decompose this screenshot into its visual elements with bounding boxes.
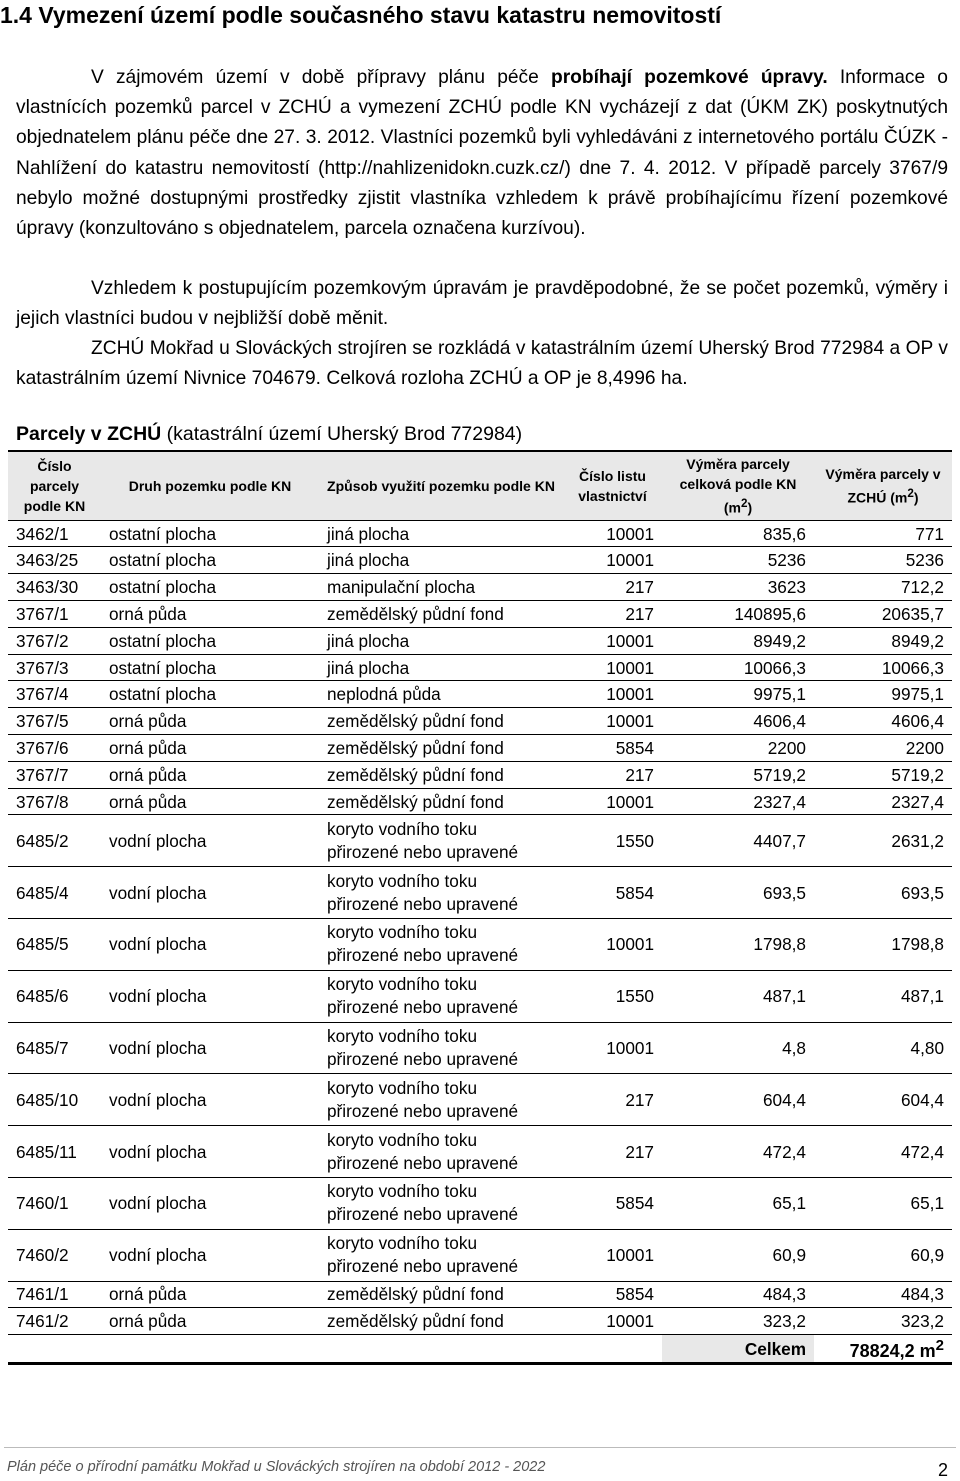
header-area-zchu-close: ) xyxy=(913,489,919,506)
cell-area-total: 2327,4 xyxy=(662,788,814,815)
section-heading: 1.4 Vymezení území podle současného stavu katastru nemovitostí xyxy=(0,2,722,28)
cell-usage xyxy=(319,547,563,574)
cell-area-zchu: 8949,2 xyxy=(814,627,952,654)
header-owner-list: Číslo listu vlastnictví xyxy=(563,451,662,520)
header-area-zchu xyxy=(814,451,952,520)
cell-owner-list: 10001 xyxy=(563,681,662,708)
cell-owner-list: 10001 xyxy=(563,547,662,574)
table-header-row xyxy=(8,451,952,520)
cell-parcel: 6485/10 xyxy=(8,1074,101,1126)
cell-parcel: 7460/2 xyxy=(8,1229,101,1281)
cell-owner-list: 217 xyxy=(563,761,662,788)
table-title-bold: Parcely v ZCHÚ xyxy=(16,423,162,445)
intro-text-rest: Informace o vlastnících pozemků parcel v ZCHÚ a vymezení ZCHÚ podle KN vycházejí z dat (ÚKM ZK) poskytnutých objednatelem plánu péče dne 27. 3. 2012. Vlastníci pozemků byli vyhledáváni z internetového portálu ČÚZK - Nahlížení do katastru nemovitostí (http://nahlizenidokn.cuzk.cz/) dne 7. 4. 2012. V případě parcely 3767/9 nebylo možné dostupnými prostředky zjistit vlastníka vzhledem k právě probíhajícímu řízení pozemkové úpravy (konzultováno s objednatelem, parcela označena kurzívou). xyxy=(16,67,948,240)
cell-owner-list: 217 xyxy=(563,1126,662,1178)
cell-parcel: 7461/1 xyxy=(8,1281,101,1308)
intro-text-start: V zájmovém území v době přípravy plánu péče xyxy=(91,67,551,88)
cell-usage xyxy=(319,735,563,762)
cell-parcel: 3463/30 xyxy=(8,574,101,601)
usage-line: přirozené nebo upravené xyxy=(327,1256,519,1277)
header-area-zchu-text: Výměra parcely v ZCHÚ (m xyxy=(825,466,941,506)
usage-line: zemědělský půdní fond xyxy=(327,711,504,732)
cell-usage xyxy=(319,654,563,681)
header-parcel: Číslo parcely podle KN xyxy=(8,451,101,520)
usage-line: koryto vodního toku xyxy=(327,818,478,839)
header-usage: Způsob využití pozemku podle KN xyxy=(319,451,563,520)
cell-usage xyxy=(319,867,563,919)
usage-line: manipulační plocha xyxy=(327,577,476,598)
cell-area-total: 472,4 xyxy=(662,1126,814,1178)
cell-usage xyxy=(319,1281,563,1308)
cell-type: vodní plocha xyxy=(101,970,319,1022)
header-area-total-close: ) xyxy=(747,499,753,516)
cell-parcel: 3767/1 xyxy=(8,601,101,628)
cell-owner-list: 5854 xyxy=(563,1281,662,1308)
changes-paragraph xyxy=(16,274,948,334)
cell-parcel: 6485/6 xyxy=(8,970,101,1022)
cell-parcel: 6485/2 xyxy=(8,815,101,867)
usage-line: jiná plocha xyxy=(327,523,410,544)
usage-line: jiná plocha xyxy=(327,550,410,571)
intro-paragraph xyxy=(16,63,948,244)
cell-area-zchu: 2327,4 xyxy=(814,788,952,815)
usage-line: přirozené nebo upravené xyxy=(327,997,519,1018)
cell-parcel: 6485/7 xyxy=(8,1022,101,1074)
cell-area-total: 323,2 xyxy=(662,1308,814,1335)
cell-usage xyxy=(319,601,563,628)
usage-line: koryto vodního toku xyxy=(327,1233,478,1254)
cell-area-total: 693,5 xyxy=(662,867,814,919)
usage-line: neplodná půda xyxy=(327,684,441,705)
table-row xyxy=(8,520,952,547)
cell-type: orná půda xyxy=(101,761,319,788)
page-number: 2 xyxy=(937,1460,948,1480)
cell-owner-list: 5854 xyxy=(563,1178,662,1230)
cell-parcel: 7461/2 xyxy=(8,1308,101,1335)
cell-usage xyxy=(319,1229,563,1281)
usage-line: přirozené nebo upravené xyxy=(327,1049,519,1069)
cell-area-total: 604,4 xyxy=(662,1074,814,1126)
cell-type: ostatní plocha xyxy=(101,681,319,708)
cell-owner-list: 1550 xyxy=(563,970,662,1022)
cell-area-zchu: 484,3 xyxy=(814,1281,952,1308)
cell-area-total: 484,3 xyxy=(662,1281,814,1308)
table-row xyxy=(8,1022,952,1074)
table-row xyxy=(8,735,952,762)
cell-type: vodní plocha xyxy=(101,1022,319,1074)
header-area-total-text: Výměra parcely celková podle KN (m xyxy=(679,456,797,516)
usage-line: přirozené nebo upravené xyxy=(327,841,519,862)
cell-type: orná půda xyxy=(101,788,319,815)
footer-text: Plán péče o přírodní památku Mokřad u Slováckých strojíren na období 2012 - 2022 xyxy=(7,1459,546,1475)
table-row xyxy=(8,708,952,735)
changes-text: Vzhledem k postupujícím pozemkovým úpravám je pravděpodobné, že se počet pozemků, výměry i jejich vlastníci budou v nejbližší době měnit. xyxy=(16,278,948,330)
cell-type: orná půda xyxy=(101,735,319,762)
usage-line: zemědělský půdní fond xyxy=(327,737,504,758)
cell-type: orná půda xyxy=(101,1281,319,1308)
cell-type: orná půda xyxy=(101,601,319,628)
cell-parcel: 6485/4 xyxy=(8,867,101,919)
total-row xyxy=(8,1335,952,1364)
cell-usage xyxy=(319,1178,563,1230)
header-area-zchu-sup: 2 xyxy=(907,487,914,500)
cell-parcel: 3767/5 xyxy=(8,708,101,735)
cell-area-total: 60,9 xyxy=(662,1229,814,1281)
cell-area-zchu: 472,4 xyxy=(814,1126,952,1178)
header-area-total-sup: 2 xyxy=(740,497,748,510)
cell-area-zchu: 65,1 xyxy=(814,1178,952,1230)
cell-owner-list: 10001 xyxy=(563,627,662,654)
cell-usage xyxy=(319,815,563,867)
usage-line: přirozené nebo upravené xyxy=(327,893,519,914)
cell-area-total: 65,1 xyxy=(662,1178,814,1230)
cell-area-total: 5236 xyxy=(662,547,814,574)
table-row xyxy=(8,1229,952,1281)
table-row xyxy=(8,1178,952,1230)
usage-line: koryto vodního toku xyxy=(327,1077,478,1098)
table-row xyxy=(8,601,952,628)
cell-type: vodní plocha xyxy=(101,815,319,867)
cell-parcel: 3767/2 xyxy=(8,627,101,654)
usage-line: přirozené nebo upravené xyxy=(327,1152,519,1173)
cell-owner-list: 217 xyxy=(563,574,662,601)
cell-area-zchu: 5236 xyxy=(814,547,952,574)
cell-area-total: 8949,2 xyxy=(662,627,814,654)
usage-line: koryto vodního toku xyxy=(327,1181,478,1202)
cell-area-total: 1798,8 xyxy=(662,919,814,971)
usage-line: koryto vodního toku xyxy=(327,922,478,943)
table-title-rest: (katastrální území Uherský Brod 772984) xyxy=(161,423,523,445)
usage-line: zemědělský půdní fond xyxy=(327,764,504,785)
cell-owner-list: 10001 xyxy=(563,1022,662,1074)
cell-usage xyxy=(319,574,563,601)
cell-owner-list: 10001 xyxy=(563,654,662,681)
footer-divider xyxy=(4,1447,956,1448)
cell-usage xyxy=(319,681,563,708)
cell-area-zchu: 9975,1 xyxy=(814,681,952,708)
cell-area-zchu: 60,9 xyxy=(814,1229,952,1281)
cell-usage xyxy=(319,708,563,735)
cell-area-zchu: 10066,3 xyxy=(814,654,952,681)
cell-owner-list: 10001 xyxy=(563,1308,662,1335)
cell-area-zchu: 2200 xyxy=(814,735,952,762)
usage-line: koryto vodního toku xyxy=(327,1026,478,1046)
cell-parcel: 6485/11 xyxy=(8,1126,101,1178)
cell-area-total: 2200 xyxy=(662,735,814,762)
cell-type: vodní plocha xyxy=(101,919,319,971)
table-row xyxy=(8,654,952,681)
cell-usage xyxy=(319,1022,563,1074)
cell-usage xyxy=(319,627,563,654)
cell-usage xyxy=(319,970,563,1022)
table-row xyxy=(8,1281,952,1308)
cell-area-zchu: 4,80 xyxy=(814,1022,952,1074)
table-row xyxy=(8,761,952,788)
cell-type: orná půda xyxy=(101,708,319,735)
table-row xyxy=(8,867,952,919)
intro-bold-text: probíhají pozemkové úpravy. xyxy=(550,67,828,88)
cell-parcel: 7460/1 xyxy=(8,1178,101,1230)
usage-line: zemědělský půdní fond xyxy=(327,603,504,624)
cell-type: ostatní plocha xyxy=(101,547,319,574)
cell-owner-list: 10001 xyxy=(563,708,662,735)
cell-parcel: 3767/8 xyxy=(8,788,101,815)
total-label: Celkem xyxy=(662,1335,814,1364)
cell-area-zchu: 2631,2 xyxy=(814,815,952,867)
cell-owner-list: 10001 xyxy=(563,788,662,815)
table-row xyxy=(8,627,952,654)
cell-type: vodní plocha xyxy=(101,1178,319,1230)
cell-type: vodní plocha xyxy=(101,1229,319,1281)
area-text: ZCHÚ Mokřad u Slováckých strojíren se rozkládá v katastrálním území Uherský Brod 772984 a OP v katastrálním území Nivnice 704679. Celková rozloha ZCHÚ a OP je 8,4996 ha. xyxy=(16,338,948,390)
table-row xyxy=(8,1308,952,1335)
table-row xyxy=(8,1074,952,1126)
usage-line: přirozené nebo upravené xyxy=(327,1100,519,1121)
cell-owner-list: 5854 xyxy=(563,735,662,762)
cell-type: vodní plocha xyxy=(101,1126,319,1178)
table-row xyxy=(8,970,952,1022)
cell-area-zchu: 5719,2 xyxy=(814,761,952,788)
cell-area-total: 835,6 xyxy=(662,520,814,547)
usage-line: zemědělský půdní fond xyxy=(327,1284,504,1305)
total-spacer xyxy=(8,1335,662,1364)
cell-owner-list: 217 xyxy=(563,1074,662,1126)
table-row xyxy=(8,788,952,815)
cell-area-zchu: 712,2 xyxy=(814,574,952,601)
table-title xyxy=(16,423,522,446)
cell-area-total: 10066,3 xyxy=(662,654,814,681)
table-row xyxy=(8,574,952,601)
cell-owner-list: 217 xyxy=(563,601,662,628)
usage-line: zemědělský půdní fond xyxy=(327,1311,504,1332)
cell-type: ostatní plocha xyxy=(101,574,319,601)
usage-line: jiná plocha xyxy=(327,630,410,651)
cell-area-zchu: 20635,7 xyxy=(814,601,952,628)
cell-type: vodní plocha xyxy=(101,1074,319,1126)
table-row xyxy=(8,815,952,867)
cell-area-total: 4407,7 xyxy=(662,815,814,867)
total-value-sup: 2 xyxy=(935,1337,944,1355)
cell-type: vodní plocha xyxy=(101,867,319,919)
table-row xyxy=(8,681,952,708)
area-paragraph xyxy=(16,334,948,394)
usage-line: koryto vodního toku xyxy=(327,870,478,891)
cell-parcel: 3767/7 xyxy=(8,761,101,788)
cell-area-total: 487,1 xyxy=(662,970,814,1022)
cell-usage xyxy=(319,1308,563,1335)
header-area-total xyxy=(662,451,814,520)
usage-line: přirozené nebo upravené xyxy=(327,945,519,966)
cell-area-total: 5719,2 xyxy=(662,761,814,788)
cell-usage xyxy=(319,1074,563,1126)
cell-usage xyxy=(319,761,563,788)
cell-type: ostatní plocha xyxy=(101,520,319,547)
usage-line: koryto vodního toku xyxy=(327,974,478,995)
cell-area-total: 3623 xyxy=(662,574,814,601)
cell-type: ostatní plocha xyxy=(101,654,319,681)
cell-usage xyxy=(319,520,563,547)
cell-area-total: 9975,1 xyxy=(662,681,814,708)
parcels-table xyxy=(8,450,952,1365)
cell-owner-list: 10001 xyxy=(563,520,662,547)
cell-owner-list: 1550 xyxy=(563,815,662,867)
table-row xyxy=(8,547,952,574)
total-value-text: 78824,2 m xyxy=(849,1341,936,1362)
usage-line: koryto vodního toku xyxy=(327,1129,478,1150)
cell-owner-list: 10001 xyxy=(563,1229,662,1281)
usage-line: jiná plocha xyxy=(327,657,410,678)
cell-area-zchu: 4606,4 xyxy=(814,708,952,735)
table-row xyxy=(8,1126,952,1178)
cell-parcel: 3463/25 xyxy=(8,547,101,574)
cell-type: orná půda xyxy=(101,1308,319,1335)
cell-owner-list: 5854 xyxy=(563,867,662,919)
cell-area-zchu: 693,5 xyxy=(814,867,952,919)
table-body xyxy=(8,520,952,1335)
table-row xyxy=(8,919,952,971)
usage-line: přirozené nebo upravené xyxy=(327,1204,519,1225)
header-type: Druh pozemku podle KN xyxy=(101,451,319,520)
cell-parcel: 3462/1 xyxy=(8,520,101,547)
cell-owner-list: 10001 xyxy=(563,919,662,971)
cell-usage xyxy=(319,1126,563,1178)
cell-area-zchu: 604,4 xyxy=(814,1074,952,1126)
usage-line: zemědělský půdní fond xyxy=(327,791,504,812)
cell-parcel: 3767/3 xyxy=(8,654,101,681)
cell-parcel: 3767/6 xyxy=(8,735,101,762)
cell-usage xyxy=(319,788,563,815)
cell-area-zchu: 487,1 xyxy=(814,970,952,1022)
cell-type: ostatní plocha xyxy=(101,627,319,654)
cell-area-total: 4,8 xyxy=(662,1022,814,1074)
cell-area-zchu: 1798,8 xyxy=(814,919,952,971)
cell-area-zchu: 771 xyxy=(814,520,952,547)
cell-parcel: 3767/4 xyxy=(8,681,101,708)
total-value xyxy=(814,1335,952,1364)
cell-area-total: 4606,4 xyxy=(662,708,814,735)
cell-parcel: 6485/5 xyxy=(8,919,101,971)
cell-area-zchu: 323,2 xyxy=(814,1308,952,1335)
cell-area-total: 140895,6 xyxy=(662,601,814,628)
cell-usage xyxy=(319,919,563,971)
